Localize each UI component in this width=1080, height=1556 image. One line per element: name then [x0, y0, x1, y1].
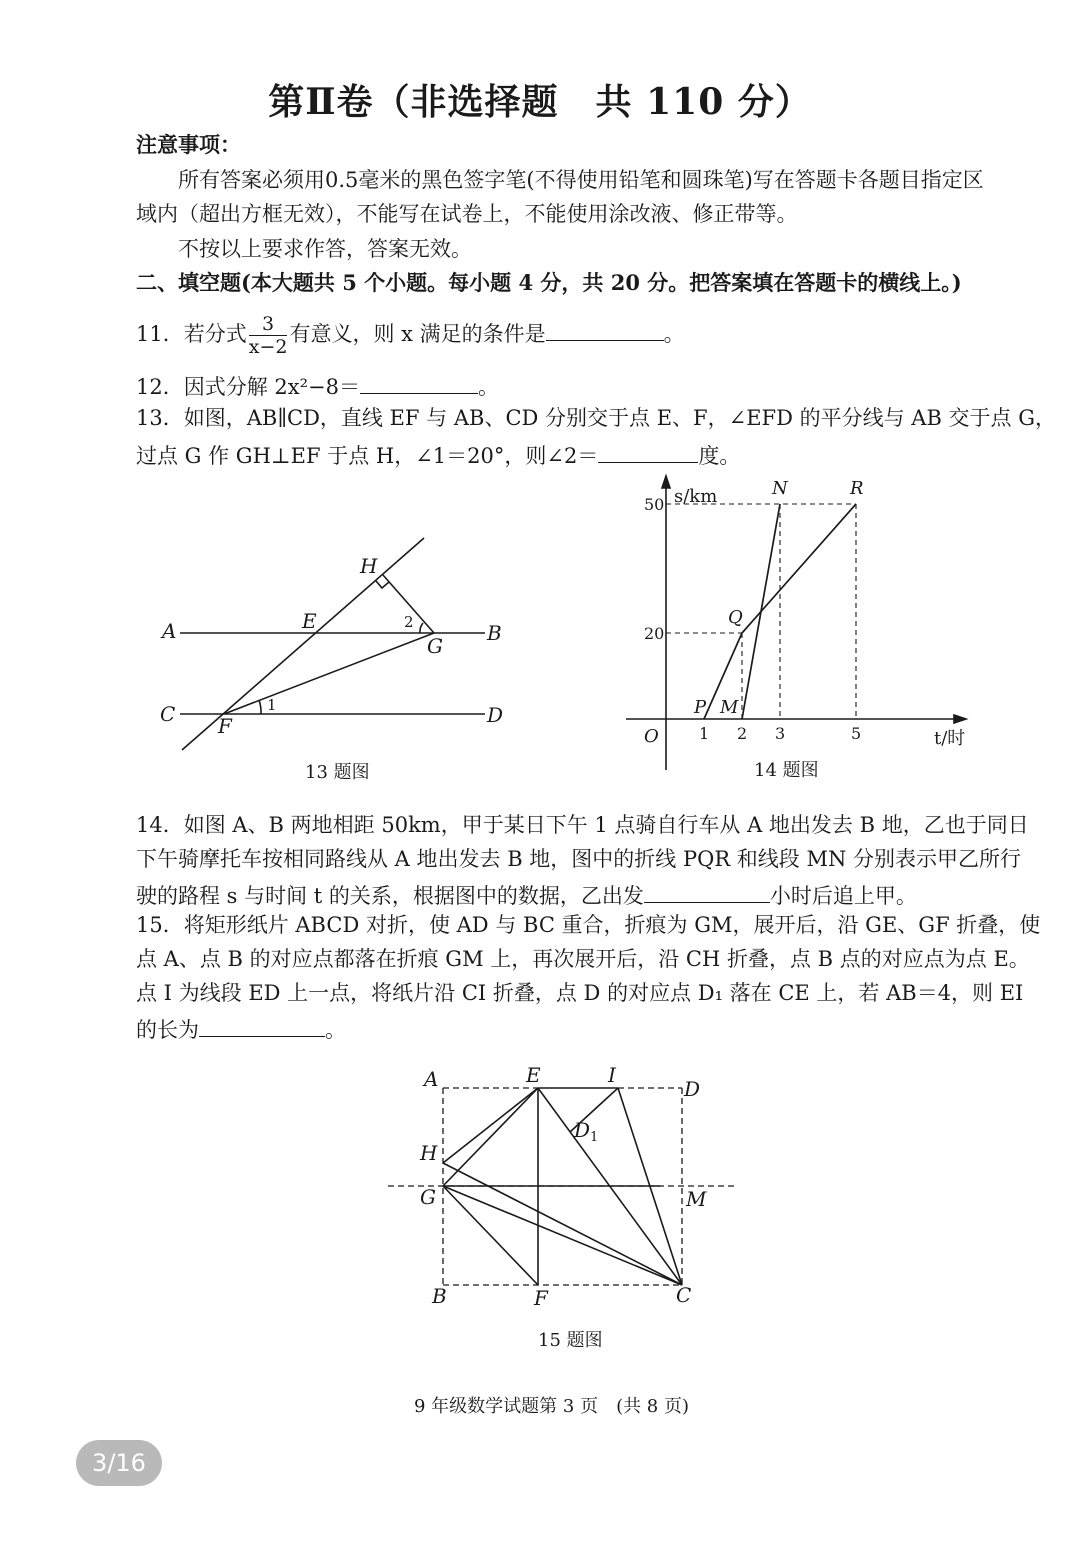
bisector-fg	[224, 633, 434, 714]
figure-14-chart	[610, 470, 980, 780]
x-tick-label: 1	[699, 724, 710, 743]
series-line-mn	[742, 504, 780, 719]
page-footer: 9 年级数学试题第 3 页 (共 8 页)	[414, 1396, 690, 1417]
segment-ge	[443, 1088, 538, 1186]
fig15-label-h: H	[420, 1141, 438, 1165]
fig13-label-d: D	[487, 703, 504, 727]
y-axis-arrow	[662, 476, 670, 488]
notice-line-2: 域内（超出方框无效），不能写在试卷上，不能使用涂改液、修正带等。	[136, 202, 798, 226]
q13-answer-blank	[598, 436, 698, 463]
q14-line-3-text: 驶的路程 s 与时间 t 的关系，根据图中的数据，乙出发	[136, 884, 644, 908]
x-tick-label: 5	[851, 724, 862, 743]
q11-answer-blank	[546, 314, 664, 341]
figure-13	[140, 520, 540, 790]
q13-end: 度。	[698, 444, 741, 468]
y-axis-label: s/km	[674, 486, 718, 507]
fig14-caption: 14 题图	[754, 760, 819, 781]
q14-end: 小时后追上甲。	[769, 884, 917, 908]
point-label-p: P	[694, 697, 707, 718]
fig13-label-a: A	[162, 619, 177, 643]
figure-15	[380, 1060, 750, 1320]
x-tick-label: 3	[775, 724, 786, 743]
fig15-caption: 15 题图	[538, 1330, 603, 1351]
notice-line-1: 所有答案必须用0.5毫米的黑色签字笔(不得使用铅笔和圆珠笔)写在答题卡各题目指定区	[178, 168, 984, 192]
fig15-label-d1	[573, 1118, 598, 1145]
q15-line-2: 点 A、点 B 的对应点都落在折痕 GM 上，再次展开后，沿 CH 折叠，点 B 点的对应点为点 E。	[136, 947, 1030, 971]
fig15-label-d1-subscript: 1	[590, 1130, 599, 1145]
origin-label: O	[644, 726, 659, 747]
fig13-caption: 13 题图	[305, 762, 370, 783]
fig15-label-d1-letter: D	[574, 1118, 591, 1142]
q15-line-1: 15．将矩形纸片 ABCD 对折，使 AD 与 BC 重合，折痕为 GM，展开后，沿 GE、GF 折叠，使	[136, 913, 1041, 937]
segment-gf	[443, 1186, 538, 1285]
question-11	[136, 306, 685, 362]
fig15-label-a: A	[424, 1067, 439, 1091]
q11-prefix: 11．若分式	[136, 322, 247, 346]
q13-line-2-text: 过点 G 作 GH⊥EF 于点 H，∠1＝20°，则∠2＝	[136, 444, 599, 468]
right-angle-mark	[376, 581, 389, 588]
question-12	[136, 367, 499, 404]
q11-fraction-denominator: x−2	[248, 336, 288, 358]
q11-fraction-numerator: 3	[249, 313, 288, 336]
x-axis-arrow	[954, 715, 966, 723]
page-counter-badge: 3/16	[76, 1440, 162, 1486]
q11-suffix: 有意义，则 x 满足的条件是	[289, 322, 546, 346]
fig13-label-g: G	[427, 634, 443, 658]
q11-fraction	[249, 313, 288, 358]
fig15-label-e: E	[526, 1063, 541, 1087]
q15-end: 。	[325, 1018, 346, 1042]
page-title: 第Ⅱ卷（非选择题 共 110 分）	[268, 81, 812, 123]
fig15-label-c: C	[676, 1283, 692, 1307]
fig13-label-e: E	[302, 609, 317, 633]
q15-line-4-text: 的长为	[136, 1018, 199, 1042]
x-axis-label: t/时	[934, 728, 966, 749]
q13-line-1: 13．如图，AB∥CD，直线 EF 与 AB、CD 分别交于点 E、F，∠EFD 的平分线与 AB 交于点 G，	[136, 406, 1057, 430]
section-heading: 二、填空题(本大题共 5 个小题。每小题 4 分，共 20 分。把答案填在答题卡的横线上。)	[136, 270, 962, 295]
q15-line-4	[136, 1010, 346, 1047]
fig15-label-b: B	[432, 1284, 447, 1308]
q13-line-2	[136, 436, 740, 473]
q12-answer-blank	[360, 367, 478, 394]
angle-1-arc	[259, 700, 261, 714]
fig15-label-g: G	[420, 1185, 436, 1209]
segment-he	[443, 1088, 538, 1163]
angle-2-arc	[420, 623, 423, 633]
fig15-label-i: I	[608, 1063, 616, 1087]
point-label-n: N	[772, 478, 788, 499]
q12-end: 。	[477, 375, 499, 399]
fig15-label-f: F	[534, 1286, 548, 1310]
point-label-r: R	[850, 478, 864, 499]
fig15-label-m: M	[686, 1187, 707, 1211]
q15-answer-blank	[199, 1010, 325, 1037]
q14-line-1: 14．如图 A、B 两地相距 50km，甲于某日下午 1 点骑自行车从 A 地出发去 B 地，乙也于同日	[136, 813, 1029, 837]
fig13-angle-1-label: 1	[267, 696, 277, 714]
fig13-label-b: B	[487, 621, 502, 645]
point-label-q: Q	[728, 607, 743, 628]
fig15-label-d: D	[684, 1077, 701, 1101]
fig13-label-h: H	[360, 554, 378, 578]
q14-line-2: 下午骑摩托车按相同路线从 A 地出发去 B 地，图中的折线 PQR 和线段 MN 分别表示甲乙所行	[136, 847, 1022, 871]
x-tick-label: 2	[737, 724, 748, 743]
point-label-m: M	[720, 697, 739, 718]
notice-heading: 注意事项：	[136, 132, 241, 157]
q11-end: 。	[663, 322, 685, 346]
fig13-label-c: C	[160, 702, 176, 726]
notice-line-3: 不按以上要求作答，答案无效。	[178, 237, 472, 261]
fig13-angle-2-label: 2	[404, 613, 414, 631]
q14-answer-blank	[644, 876, 770, 903]
q15-line-3: 点 I 为线段 ED 上一点，将纸片沿 CI 折叠，点 D 的对应点 D₁ 落在 CE 上，若 AB＝4，则 EI	[136, 981, 1024, 1005]
y-tick-label: 50	[644, 495, 665, 514]
fig13-label-f: F	[218, 714, 232, 738]
y-tick-label: 20	[644, 624, 665, 643]
q12-text: 12．因式分解 2x²−8＝	[136, 375, 360, 399]
